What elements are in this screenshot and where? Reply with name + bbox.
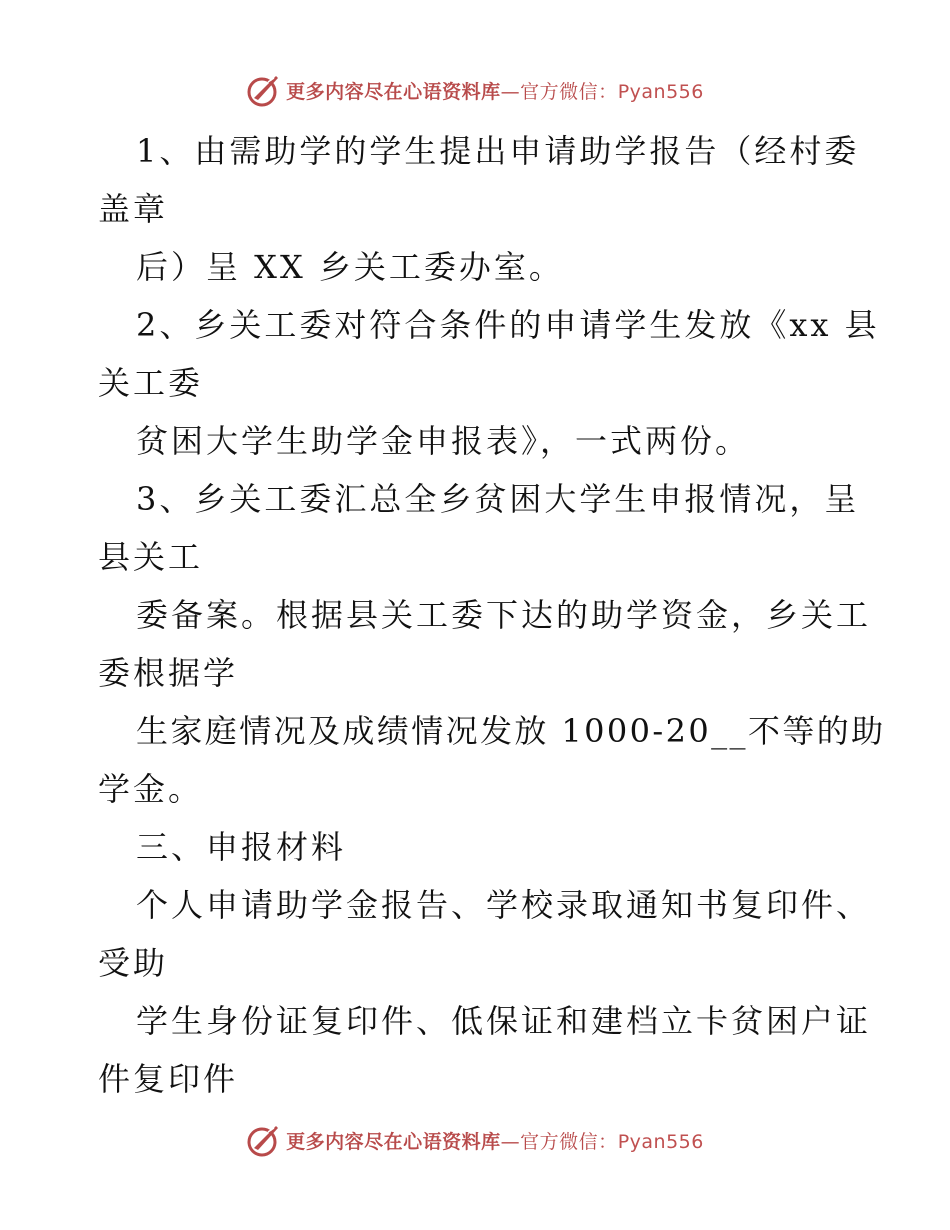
watermark-site: 更多内容尽在心语资料库 [286, 80, 501, 103]
quill-logo-icon [246, 72, 282, 108]
text-line: 关工委 [98, 364, 204, 402]
watermark-site: 更多内容尽在心语资料库 [286, 1130, 501, 1153]
watermark-text [286, 1127, 704, 1154]
section-heading: 三、申报材料 [136, 828, 347, 866]
watermark-wechat-label: 官方微信： [520, 80, 618, 103]
watermark-wechat-id: Pyan556 [617, 1130, 704, 1153]
watermark-text [286, 77, 704, 104]
text-line: 2、乡关工委对符合条件的申请学生发放《xx 县 [136, 306, 880, 344]
text-line: 县关工 [98, 538, 204, 576]
document-body [98, 122, 886, 1108]
watermark-separator: — [500, 1130, 521, 1153]
watermark-header [0, 70, 950, 110]
text-line: 学金。 [98, 770, 204, 808]
text-line: 生家庭情况及成绩情况发放 1000-20__不等的助 [136, 712, 886, 750]
text-line: 3、乡关工委汇总全乡贫困大学生申报情况，呈 [136, 480, 860, 518]
watermark-wechat-label: 官方微信： [520, 1130, 618, 1153]
text-line: 贫困大学生助学金申报表》，一式两份。 [136, 422, 751, 460]
text-line: 1、由需助学的学生提出申请助学报告（经村委 [136, 132, 860, 170]
watermark-wechat-id: Pyan556 [617, 80, 704, 103]
quill-logo-icon [246, 1122, 282, 1158]
text-line: 件复印件 [98, 1060, 239, 1098]
watermark-footer [0, 1120, 950, 1160]
text-line: 受助 [98, 944, 169, 982]
text-line: 个人申请助学金报告、学校录取通知书复印件、 [136, 886, 872, 924]
text-line: 学生身份证复印件、低保证和建档立卡贫困户证 [136, 1002, 872, 1040]
watermark-separator: — [500, 80, 521, 103]
text-line: 后）呈 XX 乡关工委办室。 [136, 248, 564, 286]
text-line: 委备案。根据县关工委下达的助学资金，乡关工 [136, 596, 872, 634]
text-line: 盖章 [98, 190, 169, 228]
text-line: 委根据学 [98, 654, 239, 692]
